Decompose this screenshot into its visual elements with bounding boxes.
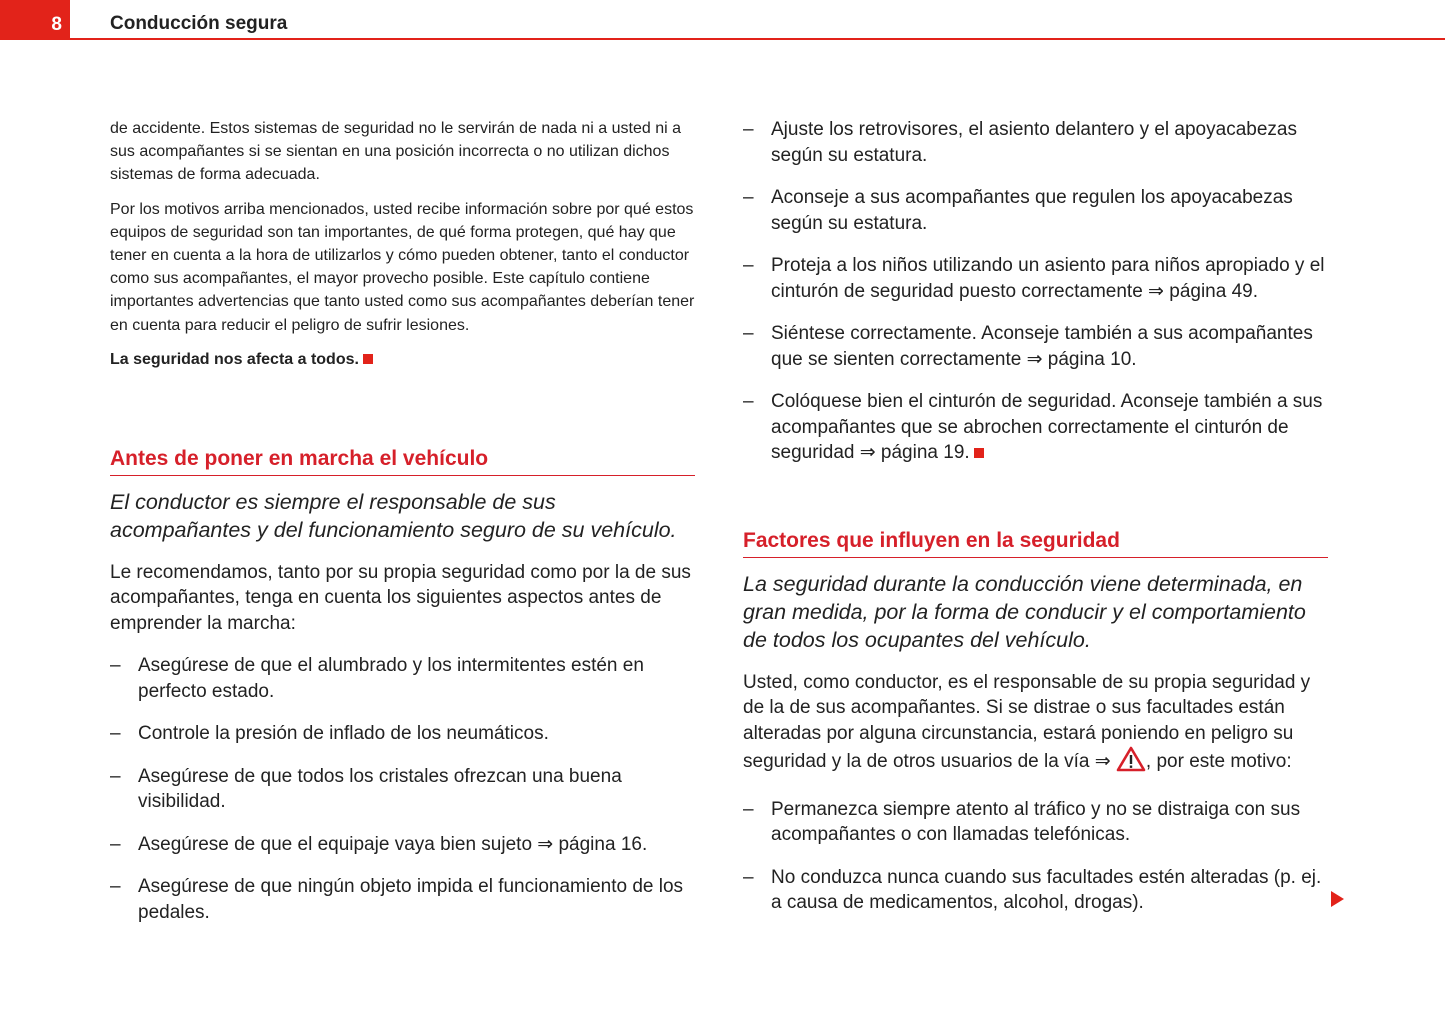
header-rule xyxy=(70,38,1445,40)
bold-statement xyxy=(110,348,695,371)
checklist xyxy=(743,797,1328,916)
end-marker-icon xyxy=(974,448,984,458)
section-body: Le recomendamos, tanto por su propia seguridad como por la de sus acompañantes, tenga en cuenta los siguientes aspectos antes de emprender la marcha: xyxy=(110,561,691,634)
page-number: 8 xyxy=(0,0,70,40)
list-item-text: Colóquese bien el cinturón de seguridad. Aconseje también a sus acompañantes que se abrochen correctamente el cinturón de seguridad ⇒ página 19. xyxy=(771,391,1323,463)
list-item: – Aconseje a sus acompañantes que regulen los apoyacabezas según su estatura. xyxy=(743,185,1328,236)
list-item: – Controle la presión de inflado de los neumáticos. xyxy=(110,721,695,747)
list-item: – Siéntese correctamente. Aconseje también a sus acompañantes que se sienten correctamente ⇒ página 10. xyxy=(743,321,1328,372)
bold-statement-text: La seguridad nos afecta a todos. xyxy=(110,350,359,368)
section-lead: La seguridad durante la conducción viene determinada, en gran medida, por la forma de conducir y el comportamiento de todos los ocupantes del vehículo. xyxy=(743,571,1306,652)
section-body-text: Usted, como conductor, es el responsable de su propia seguridad y de la de sus acompañantes. Si se distrae o sus facultades están alteradas por alguna circunstancia, estará poniendo en peligro su seguridad y la de otros usuarios de la vía ⇒ xyxy=(743,671,1311,772)
section-title: Antes de poner en marcha el vehículo xyxy=(110,446,695,476)
page-header xyxy=(0,0,1445,40)
section-body xyxy=(743,670,1328,780)
checklist xyxy=(743,117,1328,466)
intro-paragraph: Por los motivos arriba mencionados, usted recibe información sobre por qué estos equipos de seguridad son tan importantes, de qué forma protegen, qué hay que tener en cuenta a la hora de utilizarlos y cómo pueden obtener, tanto el conductor como sus acompañantes, el mayor provecho posible. Este capítulo contiene importantes advertencias que tanto usted como sus acompañantes deberían tener en cuenta para reducir el peligro de sufrir lesiones. xyxy=(110,200,695,334)
continue-arrow-icon xyxy=(1331,891,1344,907)
section-body-text: , por este motivo: xyxy=(1145,751,1292,772)
list-item: – Asegúrese de que el alumbrado y los intermitentes estén en perfecto estado. xyxy=(110,653,695,704)
list-item xyxy=(743,389,1328,466)
end-marker-icon xyxy=(363,354,373,364)
left-column xyxy=(110,117,695,925)
chapter-title: Conducción segura xyxy=(110,13,288,34)
list-item: – Asegúrese de que ningún objeto impida el funcionamiento de los pedales. xyxy=(110,874,695,925)
list-item: – Permanezca siempre atento al tráfico y no se distraiga con sus acompañantes o con llamadas telefónicas. xyxy=(743,797,1328,848)
list-item: – No conduzca nunca cuando sus facultades estén alteradas (p. ej. a causa de medicamentos, alcohol, drogas). xyxy=(743,865,1328,916)
list-item: – Asegúrese de que todos los cristales ofrezcan una buena visibilidad. xyxy=(110,764,695,815)
checklist xyxy=(110,653,695,925)
intro-paragraph: de accidente. Estos sistemas de seguridad no le servirán de nada ni a usted ni a sus acompañantes si se sientan en una posición incorrecta o no utilizan dichos sistemas de forma adecuada. xyxy=(110,120,682,184)
section-title: Factores que influyen en la seguridad xyxy=(743,528,1328,558)
right-column xyxy=(743,100,1328,916)
warning-icon xyxy=(1116,746,1146,780)
section-lead: El conductor es siempre el responsable de sus acompañantes y del funcionamiento seguro de su vehículo. xyxy=(110,489,677,542)
list-item: – Ajuste los retrovisores, el asiento delantero y el apoyacabezas según su estatura. xyxy=(743,117,1328,168)
list-item: – Proteja a los niños utilizando un asiento para niños apropiado y el cinturón de seguridad puesto correctamente ⇒ página 49. xyxy=(743,253,1328,304)
list-item: – Asegúrese de que el equipaje vaya bien sujeto ⇒ página 16. xyxy=(110,832,695,858)
